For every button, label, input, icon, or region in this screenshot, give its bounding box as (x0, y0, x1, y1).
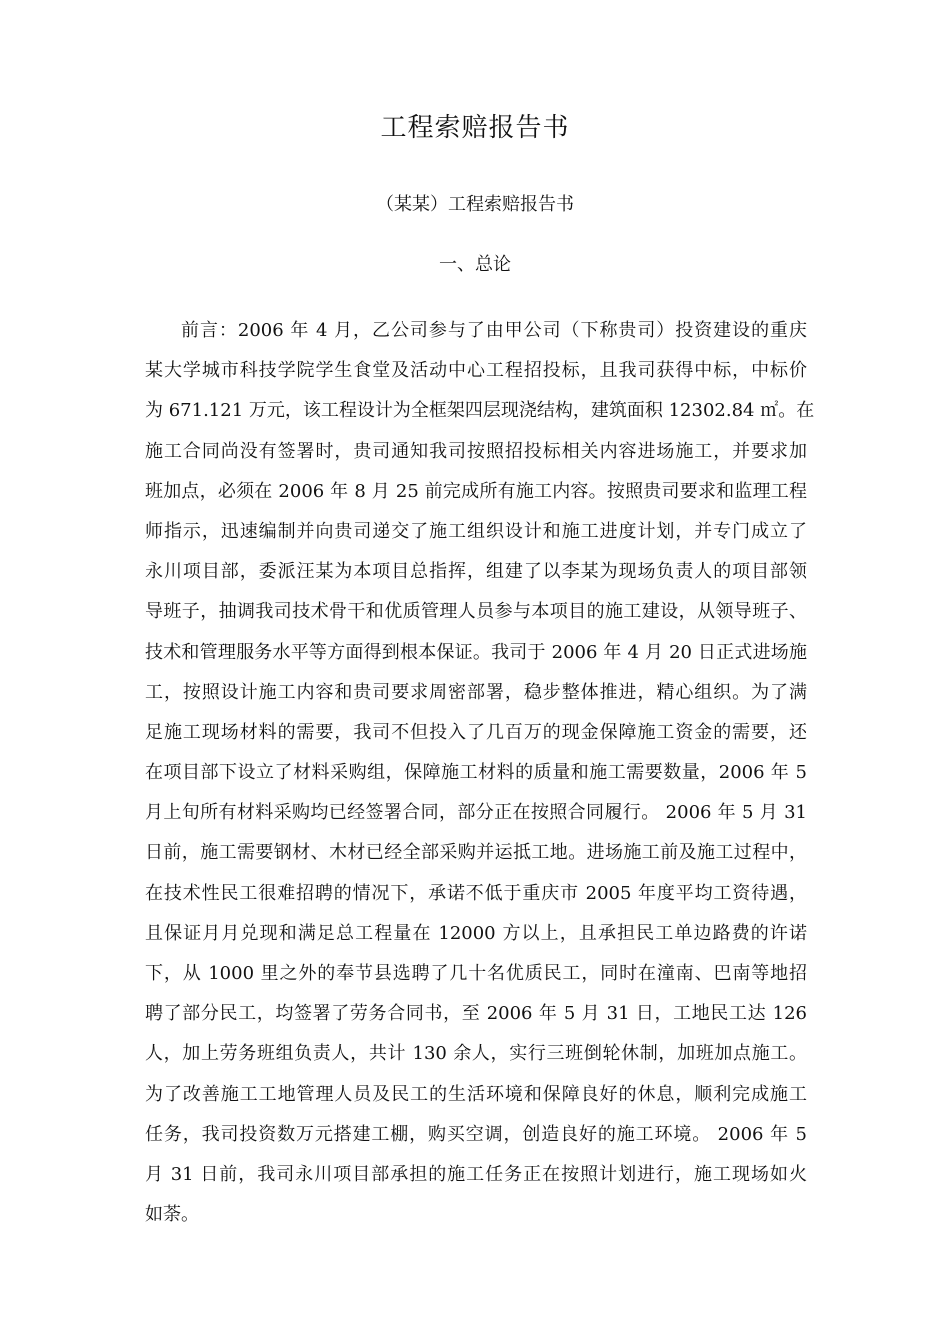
paragraph-line: 工，按照设计施工内容和贵司要求周密部署，稳步整体推进，精心组织。为了满 (145, 681, 807, 703)
paragraph-line: 足施工现场材料的需要，我司不但投入了几百万的现金保障施工资金的需要，还 (145, 721, 807, 743)
paragraph-line: 人，加上劳务班组负责人，共计 130 余人，实行三班倒轮休制，加班加点施工。 (145, 1043, 807, 1065)
paragraph-line: 导班子，抽调我司技术骨干和优质管理人员参与本项目的施工建设，从领导班子、 (145, 601, 807, 623)
body-paragraph (145, 311, 815, 1235)
paragraph-line: 下，从 1000 里之外的奉节县选聘了几十名优质民工，同时在潼南、巴南等地招 (145, 963, 807, 984)
paragraph-line: 某大学城市科技学院学生食堂及活动中心工程招投标，且我司获得中标，中标价 (145, 360, 807, 382)
paragraph-line: 前言：2006 年 4 月，乙公司参与了由甲公司（下称贵司）投资建设的重庆 (181, 320, 807, 341)
paragraph-line: 在技术性民工很难招聘的情况下，承诺不低于重庆市 2005 年度平均工资待遇， (145, 882, 807, 904)
paragraph-line: 聘了部分民工，均签署了劳务合同书，至 2006 年 5 月 31 日，工地民工达 126 (145, 1003, 807, 1025)
paragraph-line: 月上旬所有材料采购均已经签署合同，部分正在按照合同履行。 2006 年 5 月 31 (145, 802, 807, 824)
paragraph-line: 班加点，必须在 2006 年 8 月 25 前完成所有施工内容。按照贵司要求和监理工程 (145, 480, 807, 502)
document-title: 工程索赔报告书 (380, 113, 570, 143)
paragraph-line: 为 671.121 万元，该工程设计为全框架四层现浇结构，建筑面积 12302.84 ㎡。在 (145, 400, 815, 422)
paragraph-line: 如荼。 (145, 1204, 199, 1226)
paragraph-line: 月 31 日前，我司永川项目部承担的施工任务正在按照计划进行，施工现场如火 (145, 1163, 807, 1185)
document-subtitle: （某某）工程索赔报告书 (376, 194, 574, 215)
paragraph-line: 永川项目部，委派汪某为本项目总指挥，组建了以李某为现场负责人的项目部领 (145, 561, 807, 583)
paragraph-line: 在项目部下设立了材料采购组，保障施工材料的质量和施工需要数量，2006 年 5 (145, 762, 807, 784)
paragraph-line: 日前，施工需要钢材、木材已经全部采购并运抵工地。进场施工前及施工过程中， (145, 842, 807, 864)
paragraph-line: 技术和管理服务水平等方面得到根本保证。我司于 2006 年 4 月 20 日正式进场施 (145, 641, 807, 663)
paragraph-line: 任务，我司投资数万元搭建工棚，购买空调，创造良好的施工环境。 2006 年 5 (145, 1123, 807, 1145)
paragraph-line: 为了改善施工工地管理人员及民工的生活环境和保障良好的休息，顺利完成施工 (145, 1083, 807, 1105)
paragraph-line: 师指示，迅速编制并向贵司递交了施工组织设计和施工进度计划，并专门成立了 (145, 520, 807, 542)
section-heading: 一、总论 (439, 254, 511, 275)
paragraph-line: 施工合同尚没有签署时，贵司通知我司按照招投标相关内容进场施工，并要求加 (145, 440, 807, 462)
paragraph-line: 且保证月月兑现和满足总工程量在 12000 方以上，且承担民工单边路费的许诺 (145, 922, 807, 944)
